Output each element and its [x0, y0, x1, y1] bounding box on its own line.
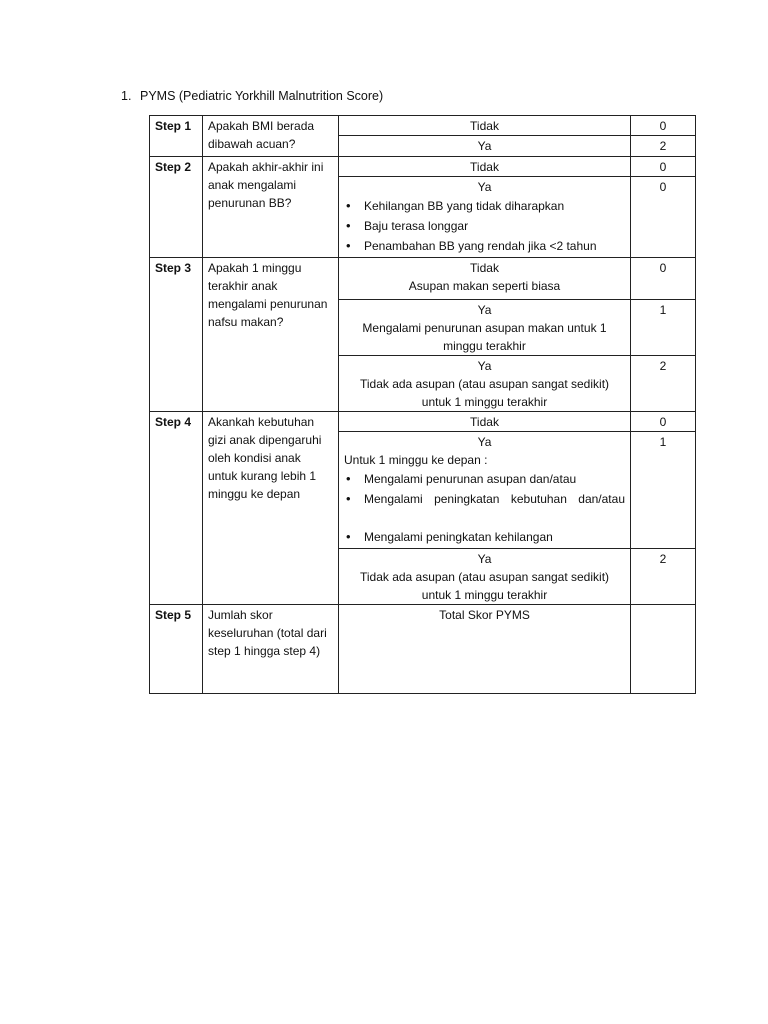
answer-cell [339, 549, 631, 605]
score-cell: 0 [631, 412, 696, 432]
answer-detail: Asupan makan seperti biasa [408, 279, 561, 293]
total-score-value [631, 605, 696, 694]
answer-cell: Tidak [339, 157, 631, 177]
score-cell: 0 [631, 157, 696, 177]
bullet-list [344, 470, 625, 546]
step-label: Step 2 [150, 157, 203, 258]
table-row [150, 258, 696, 300]
section-number: 1. [121, 89, 132, 103]
answer-line: Tidak [470, 261, 499, 275]
step-question: Apakah akhir-akhir ini anak mengalami penurunan BB? [203, 157, 339, 258]
answer-cell [339, 356, 631, 412]
step-label: Step 4 [150, 412, 203, 605]
answer-line: Ya [477, 359, 492, 373]
bullet-item: • Penambahan BB yang rendah jika <2 tahun [344, 237, 625, 255]
answer-cell [339, 258, 631, 300]
table-row [150, 412, 696, 432]
step-question: Apakah BMI berada dibawah acuan? [203, 116, 339, 157]
answer-cell: Tidak [339, 116, 631, 136]
answer-line: Ya [477, 552, 492, 566]
total-score-label: Total Skor PYMS [339, 605, 631, 694]
bullet-item: • Baju terasa longgar [344, 217, 625, 235]
table-row [150, 605, 696, 694]
table-row [150, 116, 696, 136]
score-cell: 2 [631, 136, 696, 157]
score-cell: 0 [631, 177, 696, 258]
step-label: Step 3 [150, 258, 203, 412]
score-cell: 2 [631, 549, 696, 605]
section-title: PYMS (Pediatric Yorkhill Malnutrition Score) [140, 89, 384, 103]
answer-cell [339, 300, 631, 356]
answer-line: Ya [477, 180, 492, 194]
step-question: Akankah kebutuhan gizi anak dipengaruhi oleh kondisi anak untuk kurang lebih 1 minggu ke depan [203, 412, 339, 605]
answer-detail: Tidak ada asupan (atau asupan sangat sedikit) untuk 1 minggu terakhir [359, 570, 610, 602]
bullet-list [344, 197, 625, 255]
bullet-item: • Mengalami peningkatan kehilangan [344, 528, 625, 546]
step-label: Step 1 [150, 116, 203, 157]
answer-line: Ya [477, 303, 492, 317]
answer-cell [339, 177, 631, 258]
bullet-item: • Kehilangan BB yang tidak diharapkan [344, 197, 625, 215]
answer-cell: Ya [339, 136, 631, 157]
score-cell: 1 [631, 300, 696, 356]
answer-detail: Untuk 1 minggu ke depan : [344, 453, 488, 467]
score-cell: 0 [631, 116, 696, 136]
answer-detail: Mengalami penurunan asupan makan untuk 1 minggu terakhir [362, 321, 607, 353]
answer-cell: Tidak [339, 412, 631, 432]
score-cell: 2 [631, 356, 696, 412]
bullet-item: • Mengalami peningkatan kebutuhan dan/atau [344, 490, 625, 526]
table-row [150, 157, 696, 177]
step-question: Apakah 1 minggu terakhir anak mengalami penurunan nafsu makan? [203, 258, 339, 412]
answer-detail: Tidak ada asupan (atau asupan sangat sedikit) untuk 1 minggu terakhir [359, 377, 610, 409]
score-cell: 0 [631, 258, 696, 300]
answer-line: Ya [477, 435, 492, 449]
score-cell: 1 [631, 432, 696, 549]
step-label: Step 5 [150, 605, 203, 694]
answer-cell [339, 432, 631, 549]
section-heading [121, 88, 383, 104]
pyms-table [149, 115, 696, 694]
bullet-item: • Mengalami penurunan asupan dan/atau [344, 470, 625, 488]
step-question: Jumlah skor keseluruhan (total dari step 1 hingga step 4) [203, 605, 339, 694]
